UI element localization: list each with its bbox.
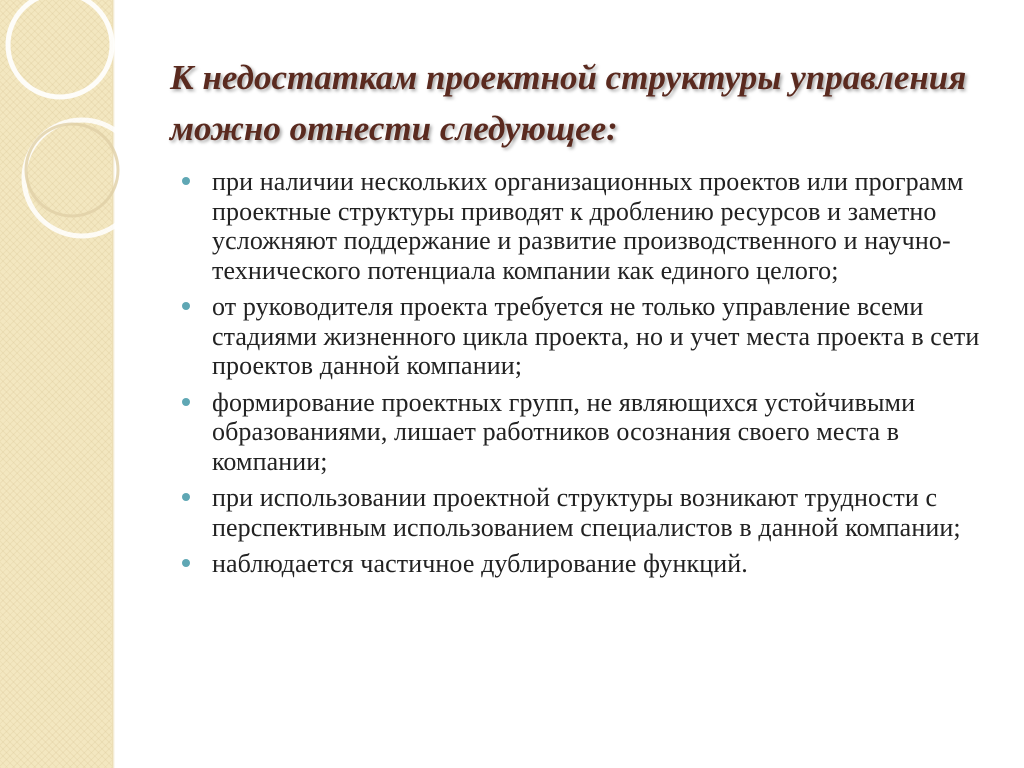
bullet-marker-icon: [182, 302, 190, 310]
bullet-text: наблюдается частичное дублирование функций.: [212, 549, 748, 578]
bullet-marker-icon: [182, 559, 190, 567]
bullet-marker-icon: [182, 177, 190, 185]
bullet-text: формирование проектных групп, не являющихся устойчивыми образованиями, лишает работников осознания своего места в компании;: [212, 387, 916, 476]
bullet-text: от руководителя проекта требуется не только управление всеми стадиями жизненного цикла проекта, но и учет места проекта в сети проектов данной компании;: [212, 292, 980, 380]
bullet-text: при наличии нескольких организационных проектов или программ проектные структуры приводят к дроблению ресурсов и заметно усложняют поддержание и развитие производственного и научно-технического потенциала компании как единого целого;: [212, 167, 964, 285]
bullet-marker-icon: [182, 398, 190, 406]
bullet-item: [180, 388, 980, 477]
bullet-text: при использовании проектной структуры возникают трудности с перспективным использованием специалистов в данной компании;: [212, 483, 961, 542]
bullet-marker-icon: [182, 493, 190, 501]
bullet-item: [180, 483, 980, 542]
bullet-item: [180, 292, 980, 381]
bullet-item: [180, 167, 980, 285]
bullet-item: [180, 549, 980, 579]
slide-title: К недостаткам проектной структуры управления можно отнести следующее:: [170, 58, 967, 148]
bullet-list: [180, 167, 980, 586]
